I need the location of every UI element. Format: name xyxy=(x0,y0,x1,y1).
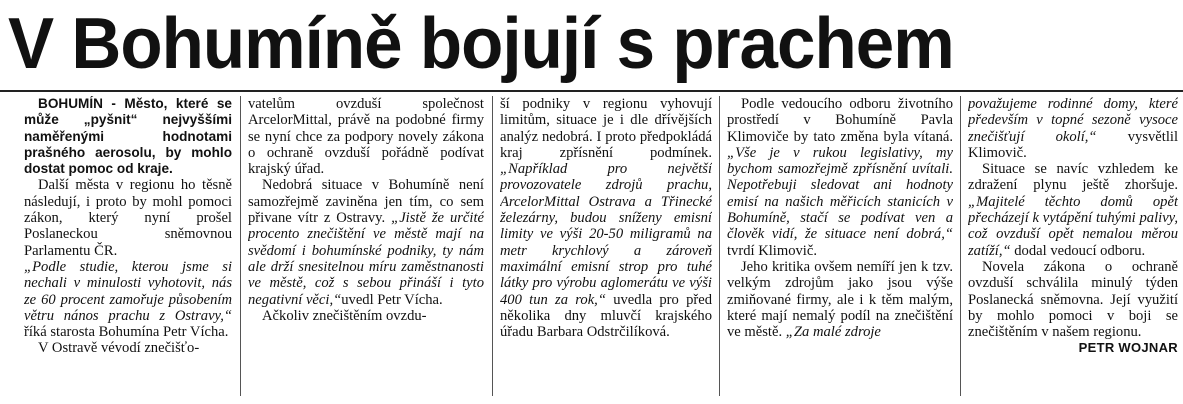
text: Situace se navíc vzhledem ke zdražení plynu ještě zhoršuje. xyxy=(968,161,1178,194)
paragraph: Ačkoliv znečištěním ovzdu- xyxy=(262,307,427,324)
quote: „Podle studie, kterou jsme si nechali v minulosti vyhotovit, nás ze 60 procent zamořuje působením větru nános prachu z Ostravy,“ xyxy=(24,258,232,324)
paragraph: Novela zákona o ochraně ovzduší schválila minulý týden Poslanecká sněmovna. Její využití by mohlo pomoci v boji se znečištěním v našem regionu. xyxy=(968,258,1178,341)
text: uvedla pro před několika dny mluvčí krajského úřadu Barbara Odstrčilíková. xyxy=(500,291,712,341)
text: dodal vedoucí odboru. xyxy=(1010,242,1146,259)
lead-paragraph: BOHUMÍN - Město, které se může „pyšnit“ nejvyššími naměřenými hodnotami prašného aerosolu, by mohlo dostat pomoc od kraje. xyxy=(24,96,232,177)
paragraph xyxy=(968,161,1178,259)
quote: „Vše je v rukou legislativy, my bychom samozřejmě zpřísnění uvítali. Nepotřebuji sledovat ani hodnoty emisí na našich měřicích stanicích v Bohumíně, stačí se podívat ven a člověk vidí, že situace není dobrá,“ xyxy=(727,144,953,243)
text: Jeho kritika ovšem nemíří jen k tzv. velkým zdrojům jako jsou výše zmiňované firmy, ale i k těm malým, které mají nemalý podíl na znečištění ve městě. xyxy=(727,258,953,341)
paragraph: vatelům ovzduší společnost ArcelorMittal, právě na podobné firmy se nyní chce za podpory novely zákona o ochraně ovzduší pořádně podívat krajský úřad. xyxy=(248,96,484,178)
headline: V Bohumíně bojují s prachem xyxy=(8,4,954,84)
paragraph xyxy=(500,96,712,340)
paragraph xyxy=(727,259,953,340)
author-name: PETR WOJNAR xyxy=(1078,340,1178,356)
text: Nedobrá situace v Bohumíně není samozřejmě zaviněna jen tím, co sem přivane vítr z Ostravy. xyxy=(248,177,484,227)
column-separator xyxy=(492,96,493,396)
text: ší podniky v regionu vyhovují limitům, situace je i dle dřívějších analýz nedobrá. I proto předpokládá kraj zpřísnění podmínek. xyxy=(500,96,712,161)
text: Podle vedoucího odboru životního prostředí v Bohumíně Pavla Klimoviče by tato změna byla vítaná. xyxy=(727,96,953,145)
paragraph xyxy=(727,96,953,259)
quote: „Majitelé těchto domů opět přecházejí k vytápění tuhými palivy, což ovzduší opět nemalou měrou zatíží,“ xyxy=(968,193,1178,259)
column-separator xyxy=(240,96,241,396)
column-2 xyxy=(248,96,484,400)
text: tvrdí Klimovič. xyxy=(727,242,817,259)
column-separator xyxy=(960,96,961,396)
text: uvedl Petr Vícha. xyxy=(341,291,443,308)
quote: „Jistě že určité procento znečištění ve městě mají na svědomí i bohumínské podniky, ty nám ale drží snesitelnou míru zaměstnanosti ve městě, což s sebou přináší i tyto negativní věci,“ xyxy=(248,210,484,308)
column-3 xyxy=(500,96,712,400)
paragraph xyxy=(968,96,1178,161)
quote: „Například pro největší provozovatele zdrojů prachu, ArcelorMittal Ostrava a Třinecké železárny, budou sníženy emisní limity ve výši 20-50 miligramů na metr krychlový a zároveň maximální emisní strop pro tuhé látky pro výrobu aglomerátu ve výši 400 tun za rok,“ xyxy=(500,161,712,308)
text: vysvětlil Klimovič. xyxy=(968,128,1178,161)
column-4 xyxy=(727,96,953,400)
column-1 xyxy=(24,96,232,400)
text: říká starosta Bohumína Petr Vícha. xyxy=(24,324,229,341)
paragraph xyxy=(248,177,484,307)
column-5 xyxy=(968,96,1178,400)
column-separator xyxy=(719,96,720,396)
quote: „Za malé zdroje xyxy=(782,324,881,341)
paragraph xyxy=(24,259,232,340)
headline-rule xyxy=(0,90,1183,92)
paragraph: V Ostravě vévodí znečišťo- xyxy=(38,340,200,357)
paragraph: Další města v regionu ho těsně následují, i proto by mohl pomoci zákon, který nyní prošel Poslaneckou sněmovnou Parlamentu ČR. xyxy=(24,177,232,259)
quote: považujeme rodinné domy, které především v topné sezoně vysoce znečišťují okolí,“ xyxy=(968,96,1178,145)
